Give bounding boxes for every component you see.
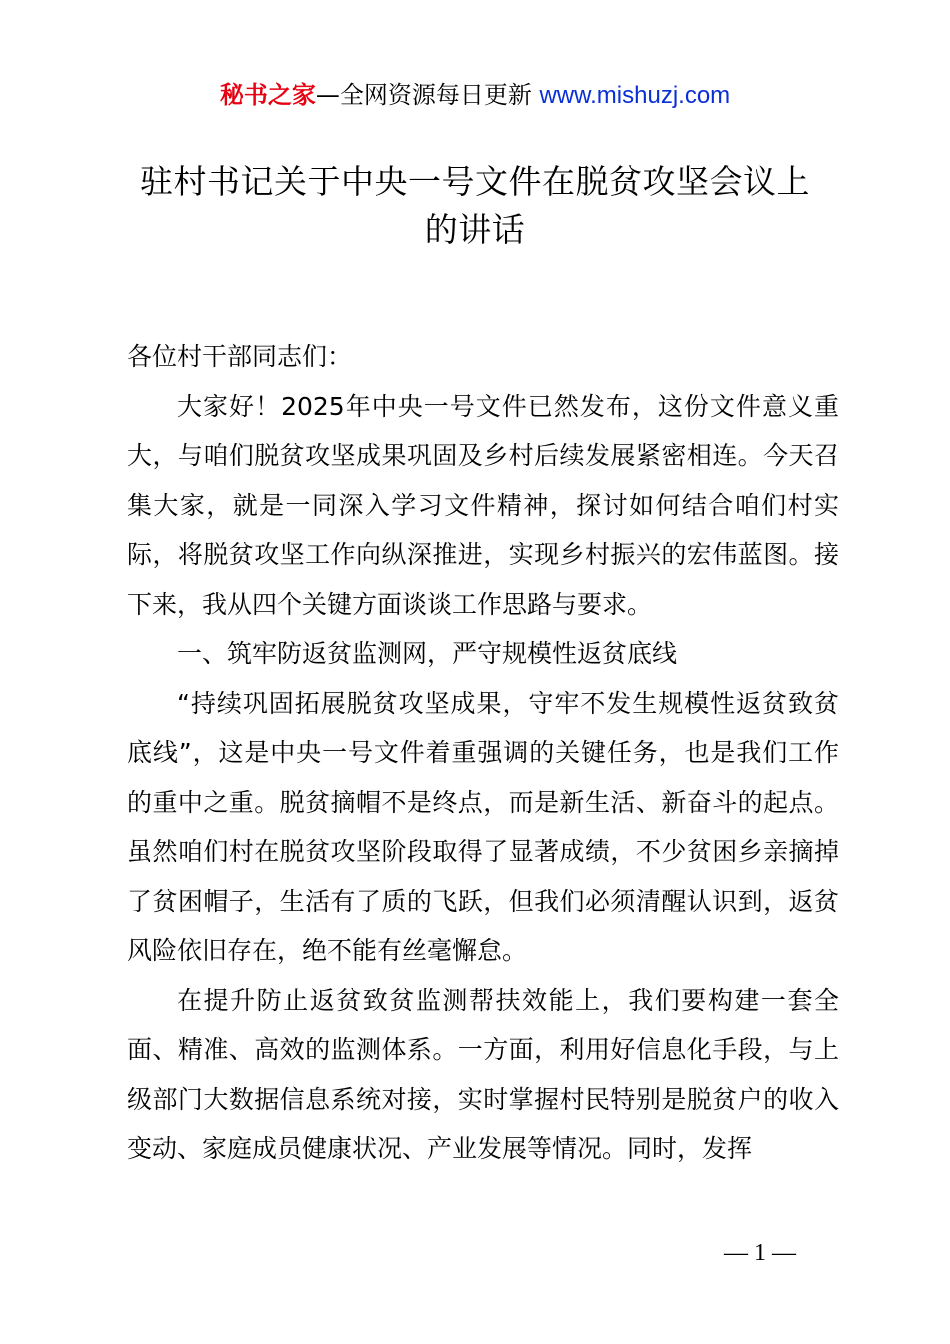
body-paragraph-intro: 大家好！2025年中央一号文件已然发布，这份文件意义重大，与咱们脱贫攻坚成果巩固及乡村后续发展紧密相连。今天召集大家，就是一同深入学习文件精神，探讨如何结合咱们村实际，将脱贫攻坚工作向纵深推进，实现乡村振兴的宏伟蓝图。接下来，我从四个关键方面谈谈工作思路与要求。 <box>127 391 839 619</box>
section-heading-1: 一、筑牢防返贫监测网，严守规模性返贫底线 <box>177 639 678 668</box>
document-body <box>127 332 839 1174</box>
title-line-2: 的讲话 <box>424 210 526 249</box>
document-title <box>100 158 850 254</box>
body-paragraph-quote: “持续巩固拓展脱贫攻坚成果，守牢不发生规模性返贫致贫底线”，这是中央一号文件着重强调的关键任务，也是我们工作的重中之重。脱贫摘帽不是终点，而是新生活、新奋斗的起点。虽然咱们村在脱贫攻坚阶段取得了显著成绩，不少贫困乡亲摘掉了贫困帽子，生活有了质的飞跃，但我们必须清醒认识到，返贫风险依旧存在，绝不能有丝毫懈怠。 <box>127 688 839 965</box>
site-header <box>0 78 950 113</box>
site-tagline: —全网资源每日更新 <box>315 81 532 109</box>
body-paragraph-monitoring: 在提升防止返贫致贫监测帮扶效能上，我们要构建一套全面、精准、高效的监测体系。一方面，利用好信息化手段，与上级部门大数据信息系统对接，实时掌握村民特别是脱贫户的收入变动、家庭成员健康状况、产业发展等情况。同时，发挥 <box>127 985 839 1163</box>
site-brand: 秘书之家 <box>219 81 316 109</box>
title-line-1: 驻村书记关于中央一号文件在脱贫攻坚会议上 <box>140 162 810 201</box>
page-number: — 1 — <box>724 1240 796 1266</box>
site-url-link[interactable]: www.mishuzj.com <box>539 82 731 109</box>
salutation: 各位村干部同志们： <box>127 342 353 371</box>
